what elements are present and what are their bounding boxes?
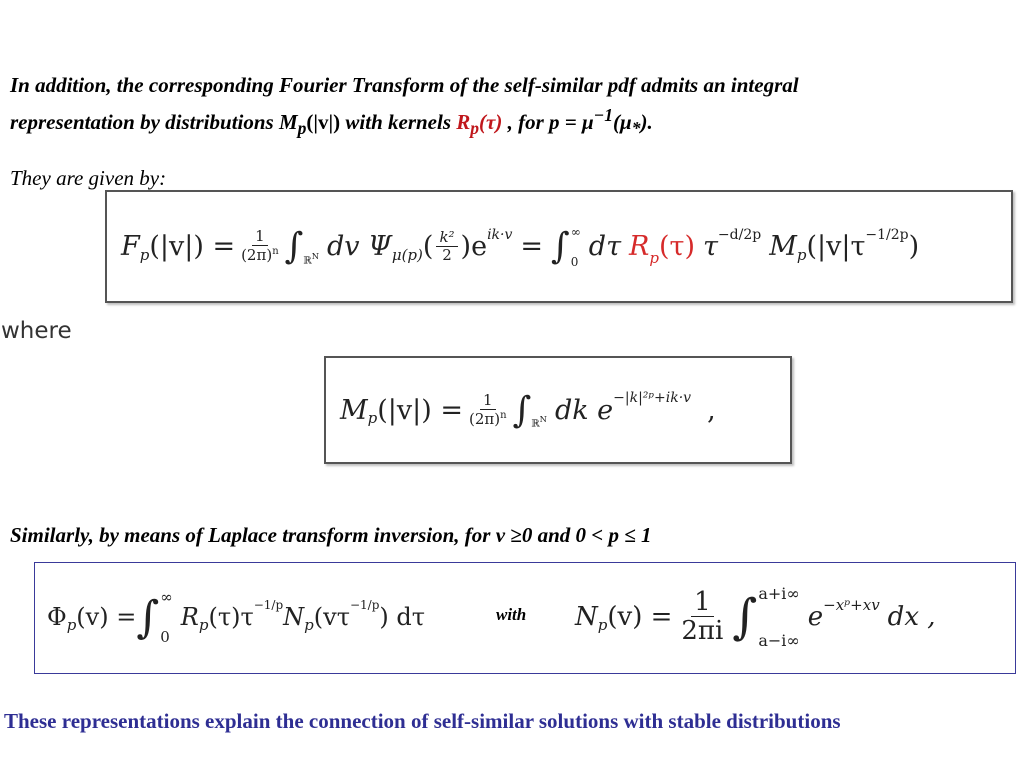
integral-sign: ∫ <box>136 591 160 643</box>
equation-phi: Φ p (v) = ∫ ∞ 0 R p (τ)τ −1/p N p (vτ −1/p ) dτ <box>47 588 426 646</box>
where-label: where <box>1 318 72 344</box>
given-by-text: They are given by: <box>10 166 167 190</box>
fraction-one-over-2pi: $\frac{1}{(2\pi)^n}$ <box>241 227 279 265</box>
intro-line-1: In addition, the corresponding Fourier Transform of the self-similar pdf admits an integral <box>10 73 799 97</box>
kernel-R-term: $R_p(\tau)$ <box>629 231 695 267</box>
integral-sign: ∫ <box>732 589 758 645</box>
integral-sign: ∫ <box>551 226 570 267</box>
integral-sign: ∫ <box>512 389 532 431</box>
equation-N: N p (v) = $\frac{1}{2\pi i}$ ∫ a+i∞ a−i∞ e −xᵖ+xv dx , <box>575 584 936 650</box>
equation-M: M p (|v|) = $\frac{1}{(2\pi)^n}$ ∫ ℝ$^N$ dk e −|k|²ᵖ+ik·v , <box>340 389 716 431</box>
similarly-text: Similarly, by means of Laplace transform inversion, for v ≥0 and 0 < p ≤ 1 <box>10 523 652 547</box>
equation-fourier: F p (|v|) = $\frac{1}{(2\pi)^n}$ ∫ ℝ$^N$ dv Ψ μ(p) ( $\frac{\text{k²}}{2}$ )e ik·v = ∫ ∞ 0 dτ $R_p(\tau)$ τ −d/2p M p (|v|τ −1/2p ) <box>121 224 920 269</box>
integral-sign: ∫ <box>284 226 304 267</box>
conclusion-footer: These representations explain the connection of self-similar solutions with stable distributions <box>4 709 841 733</box>
equation-box-fourier <box>105 190 1013 303</box>
with-label: with <box>496 605 527 624</box>
kernel-R: $R_p(\tau)$ <box>456 110 503 139</box>
intro-paragraph <box>10 70 1010 143</box>
intro-line-2: representation by distributions $M_p(|v|)$ with kernels $R_p(\tau)$ , for $p = \mu^{-1}(\mu_*)$. <box>10 105 653 139</box>
equation-box-M <box>324 356 792 464</box>
